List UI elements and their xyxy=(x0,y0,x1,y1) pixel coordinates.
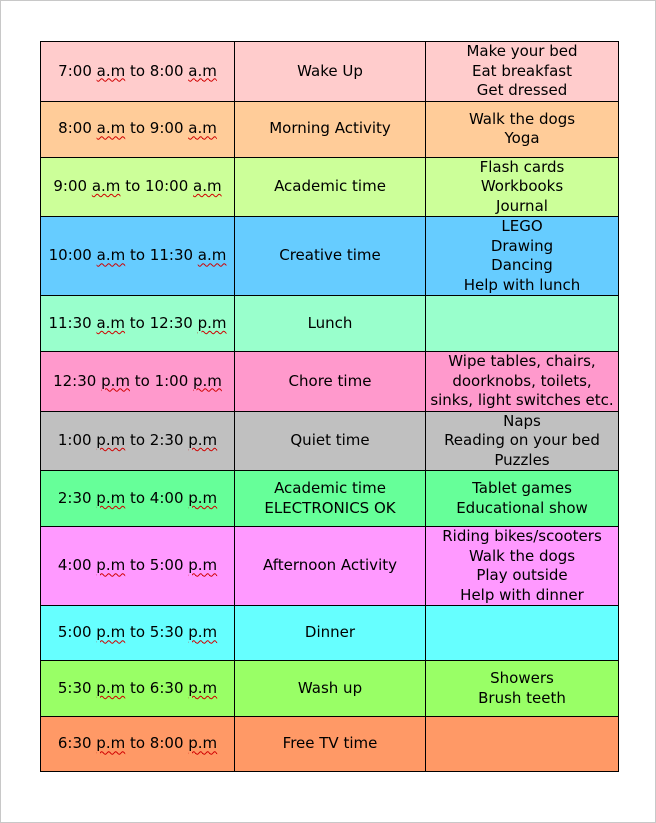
detail-item: Play outside xyxy=(476,566,568,584)
detail-item: Help with dinner xyxy=(460,585,584,604)
time-suffix: p.m xyxy=(96,734,126,753)
time-suffix: p.m xyxy=(188,734,218,753)
time-text: 6:30 xyxy=(57,734,97,753)
detail-item: Riding bikes/scooters xyxy=(442,527,602,545)
details-cell xyxy=(426,606,619,661)
schedule-row xyxy=(41,42,619,102)
activity-label: ELECTRONICS OK xyxy=(264,498,396,517)
schedule-row xyxy=(41,527,619,606)
time-range xyxy=(43,556,232,576)
time-text: to 5:30 xyxy=(125,623,189,642)
time-cell xyxy=(41,717,235,772)
time-text: to 5:00 xyxy=(125,556,189,575)
time-range xyxy=(43,246,232,266)
detail-item: Flash cards xyxy=(479,157,565,176)
time-range xyxy=(43,431,232,451)
time-suffix: a.m xyxy=(91,177,121,195)
activity-cell xyxy=(235,606,426,661)
detail-item: Help with lunch xyxy=(463,275,581,294)
time-range xyxy=(43,679,232,699)
time-cell xyxy=(41,352,235,412)
time-suffix: p.m xyxy=(96,556,126,575)
time-range xyxy=(43,734,232,754)
time-range xyxy=(43,489,232,509)
time-cell xyxy=(41,101,235,157)
time-text: to 2:30 xyxy=(125,431,189,449)
time-range xyxy=(43,314,232,334)
time-text: to 9:00 xyxy=(125,119,189,138)
time-text: to 10:00 xyxy=(120,177,194,195)
time-suffix: p.m xyxy=(188,678,218,697)
time-text: to 4:00 xyxy=(125,488,189,507)
time-suffix: a.m xyxy=(188,61,217,80)
detail-item: Eat breakfast xyxy=(472,61,572,80)
time-text: 9:00 xyxy=(53,177,92,195)
time-suffix: a.m xyxy=(197,246,227,265)
time-cell xyxy=(41,527,235,606)
schedule-row xyxy=(41,471,619,527)
time-range xyxy=(43,372,232,392)
activity-cell xyxy=(235,411,426,471)
detail-item: Dancing xyxy=(491,256,553,274)
activity-label: Quiet time xyxy=(290,431,370,449)
detail-item: Walk the dogs xyxy=(468,546,576,565)
detail-item: Walk the dogs xyxy=(468,109,576,128)
detail-item: sinks, light switches etc. xyxy=(430,391,614,409)
time-text: 5:00 xyxy=(57,623,97,642)
activity-cell xyxy=(235,217,426,296)
time-suffix: p.m xyxy=(188,556,218,575)
activity-label: Free TV time xyxy=(282,734,378,753)
time-suffix: a.m xyxy=(96,313,126,332)
detail-item: Make your bed xyxy=(466,42,578,60)
time-text: 4:00 xyxy=(57,556,97,575)
activity-cell xyxy=(235,352,426,412)
time-suffix: a.m xyxy=(96,61,126,80)
detail-item: Naps xyxy=(503,411,541,430)
activity-cell xyxy=(235,661,426,717)
detail-item: LEGO xyxy=(501,217,543,235)
time-cell xyxy=(41,217,235,296)
time-suffix: p.m xyxy=(96,623,126,642)
time-text: 12:30 xyxy=(53,371,102,390)
detail-item: Workbooks xyxy=(480,177,564,195)
time-suffix: p.m xyxy=(193,371,222,390)
detail-item: doorknobs, toilets, xyxy=(452,371,592,390)
time-text: 8:00 xyxy=(58,119,97,138)
time-text: to 12:30 xyxy=(125,313,198,332)
detail-item: Educational show xyxy=(456,498,588,517)
time-range xyxy=(43,177,232,197)
activity-cell xyxy=(235,296,426,352)
detail-item: Showers xyxy=(490,669,554,687)
activity-label: Creative time xyxy=(279,246,381,265)
time-suffix: p.m xyxy=(101,371,130,390)
time-text: 5:30 xyxy=(57,678,97,697)
time-text: to 6:30 xyxy=(125,678,189,697)
time-text: 7:00 xyxy=(58,61,97,80)
time-suffix: a.m xyxy=(96,119,126,138)
detail-item: Wipe tables, chairs, xyxy=(448,352,596,370)
time-cell xyxy=(41,296,235,352)
schedule-row xyxy=(41,157,619,217)
details-cell xyxy=(426,527,619,606)
details-cell xyxy=(426,717,619,772)
time-suffix: a.m xyxy=(193,177,222,195)
activity-label: Wake Up xyxy=(297,61,363,80)
schedule-row xyxy=(41,101,619,157)
details-cell xyxy=(426,42,619,102)
detail-item: Journal xyxy=(496,196,548,215)
time-suffix: a.m xyxy=(188,119,217,138)
schedule-body xyxy=(41,42,619,772)
activity-cell xyxy=(235,527,426,606)
detail-item: Tablet games xyxy=(472,479,572,497)
time-suffix: p.m xyxy=(96,678,126,697)
time-range xyxy=(43,623,232,643)
schedule-row xyxy=(41,352,619,412)
activity-label: Chore time xyxy=(288,371,372,390)
time-suffix: p.m xyxy=(96,488,126,507)
activity-label: Wash up xyxy=(297,678,363,697)
activity-label: Academic time xyxy=(274,479,386,497)
activity-label: Academic time xyxy=(274,177,386,195)
schedule-row xyxy=(41,661,619,717)
time-suffix: a.m xyxy=(96,246,126,265)
activity-label: Morning Activity xyxy=(269,119,391,138)
time-cell xyxy=(41,661,235,717)
activity-label: Lunch xyxy=(307,313,353,332)
schedule-row xyxy=(41,217,619,296)
time-range xyxy=(43,62,232,82)
detail-item: Get dressed xyxy=(476,81,568,99)
time-cell xyxy=(41,157,235,217)
time-cell xyxy=(41,411,235,471)
detail-item: Brush teeth xyxy=(478,688,566,707)
schedule-row xyxy=(41,717,619,772)
schedule-row xyxy=(41,296,619,352)
details-cell xyxy=(426,471,619,527)
time-suffix: p.m xyxy=(96,431,126,449)
time-text: to 8:00 xyxy=(125,734,189,753)
time-range xyxy=(43,119,232,139)
time-text: to 8:00 xyxy=(125,61,189,80)
time-cell xyxy=(41,42,235,102)
schedule-row xyxy=(41,606,619,661)
activity-label: Afternoon Activity xyxy=(263,556,397,575)
time-text: to 1:00 xyxy=(129,371,194,390)
time-cell xyxy=(41,471,235,527)
activity-cell xyxy=(235,42,426,102)
activity-cell xyxy=(235,471,426,527)
time-suffix: p.m xyxy=(188,488,218,507)
activity-cell xyxy=(235,717,426,772)
schedule-row xyxy=(41,411,619,471)
details-cell xyxy=(426,217,619,296)
activity-label: Dinner xyxy=(304,623,356,642)
detail-item: Reading on your bed xyxy=(444,431,600,449)
time-suffix: p.m xyxy=(197,313,227,332)
detail-item: Drawing xyxy=(490,236,554,255)
activity-cell xyxy=(235,101,426,157)
time-cell xyxy=(41,606,235,661)
details-cell xyxy=(426,101,619,157)
details-cell xyxy=(426,157,619,217)
time-text: to 11:30 xyxy=(125,246,198,265)
details-cell xyxy=(426,411,619,471)
time-text: 1:00 xyxy=(57,431,97,449)
details-cell xyxy=(426,296,619,352)
time-text: 2:30 xyxy=(57,488,97,507)
detail-item: Puzzles xyxy=(494,450,550,469)
details-cell xyxy=(426,352,619,412)
time-suffix: p.m xyxy=(188,431,218,449)
activity-cell xyxy=(235,157,426,217)
daily-schedule-table xyxy=(40,41,619,772)
detail-item: Yoga xyxy=(504,129,540,147)
time-text: 10:00 xyxy=(48,246,97,265)
time-suffix: p.m xyxy=(188,623,218,642)
details-cell xyxy=(426,661,619,717)
time-text: 11:30 xyxy=(48,313,97,332)
